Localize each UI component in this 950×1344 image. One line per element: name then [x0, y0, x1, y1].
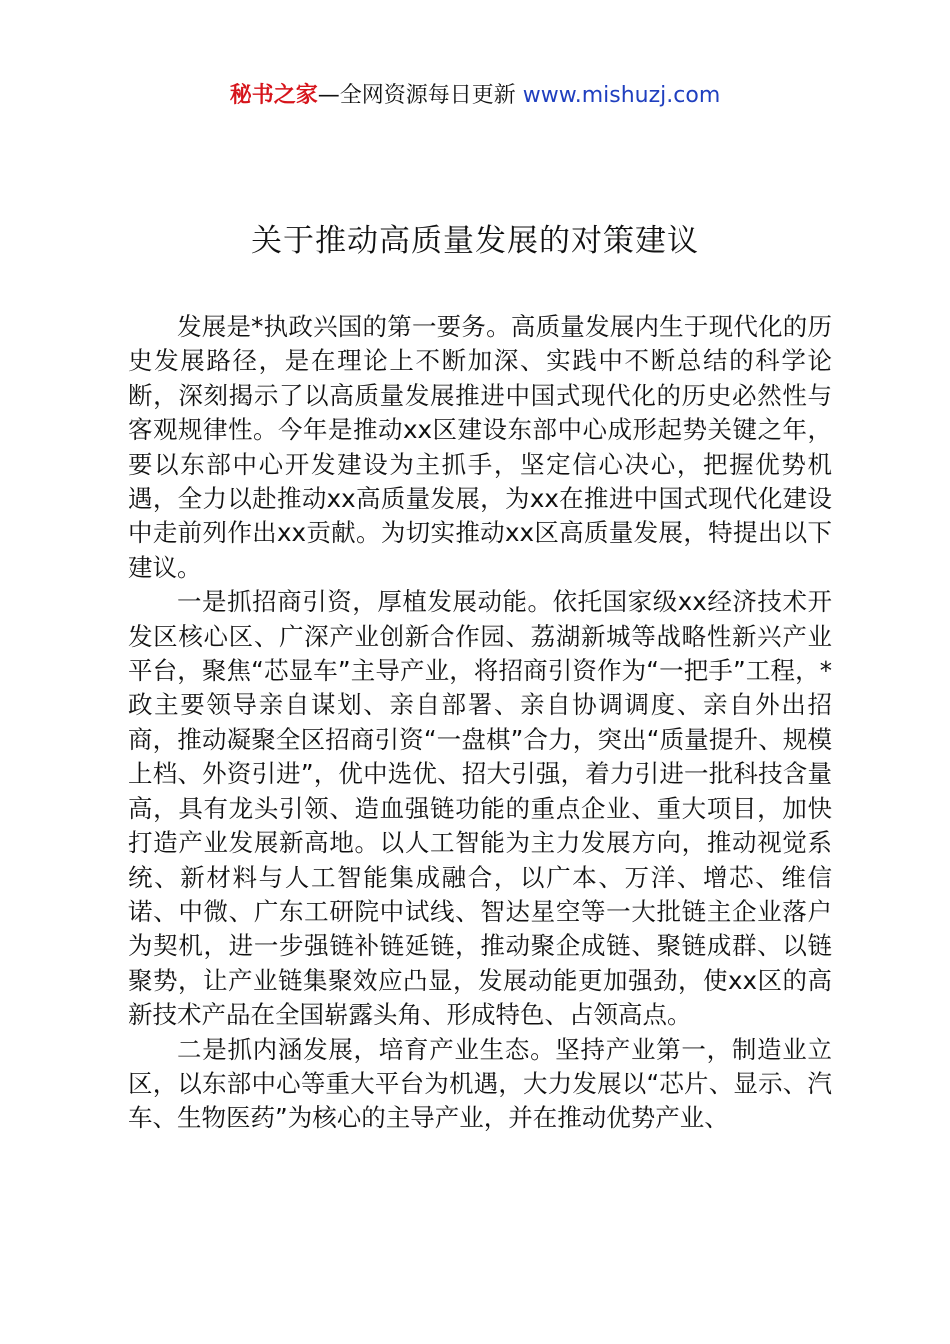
document-title: 关于推动高质量发展的对策建议 — [251, 223, 699, 259]
paragraph-intro: 发展是*执政兴国的第一要务。高质量发展内生于现代化的历史发展路径，是在理论上不断加深、实践中不断总结的科学论断，深刻揭示了以高质量发展推进中国式现代化的历史必然性与客观规律性。今年是推动xx区建设东部中心成形起势关键之年，要以东部中心开发建设为主抓手，坚定信心决心，把握优势机遇，全力以赴推动xx高质量发展，为xx在推进中国式现代化建设中走前列作出xx贡献。为切实推动xx区高质量发展，特提出以下建议。 — [128, 312, 832, 582]
site-brand: 秘书之家 — [229, 83, 318, 108]
site-header — [0, 80, 950, 112]
site-url-link[interactable]: www.mishuzj.com — [522, 83, 721, 108]
paragraph-investment: 一是抓招商引资，厚植发展动能。依托国家级xx经济技术开发区核心区、广深产业创新合作园、荔湖新城等战略性新兴产业平台，聚焦“芯显车”主导产业，将招商引资作为“一把手”工程，*政主要领导亲自谋划、亲自部署、亲自协调调度、亲自外出招商，推动凝聚全区招商引资“一盘棋”合力，突出“质量提升、规模上档、外资引进”，优中选优、招大引强，着力引进一批科技含量高，具有龙头引领、造血强链功能的重点企业、重大项目，加快打造产业发展新高地。以人工智能为主力发展方向，推动视觉系统、新材料与人工智能集成融合，以广本、万洋、增芯、维信诺、中微、广东工研院中试线、智达星空等一大批链主企业落户为契机，进一步强链补链延链，推动聚企成链、聚链成群、以链聚势，让产业链集聚效应凸显，发展动能更加强劲，使xx区的高新技术产品在全国崭露头角、形成特色、占领高点。 — [128, 587, 832, 1030]
document-body — [128, 310, 832, 1136]
paragraph-industry: 二是抓内涵发展，培育产业生态。坚持产业第一，制造业立区，以东部中心等重大平台为机遇，大力发展以“芯片、显示、汽车、生物医药”为核心的主导产业，并在推动优势产业、 — [128, 1034, 832, 1133]
site-tagline: —全网资源每日更新 — [317, 83, 523, 108]
